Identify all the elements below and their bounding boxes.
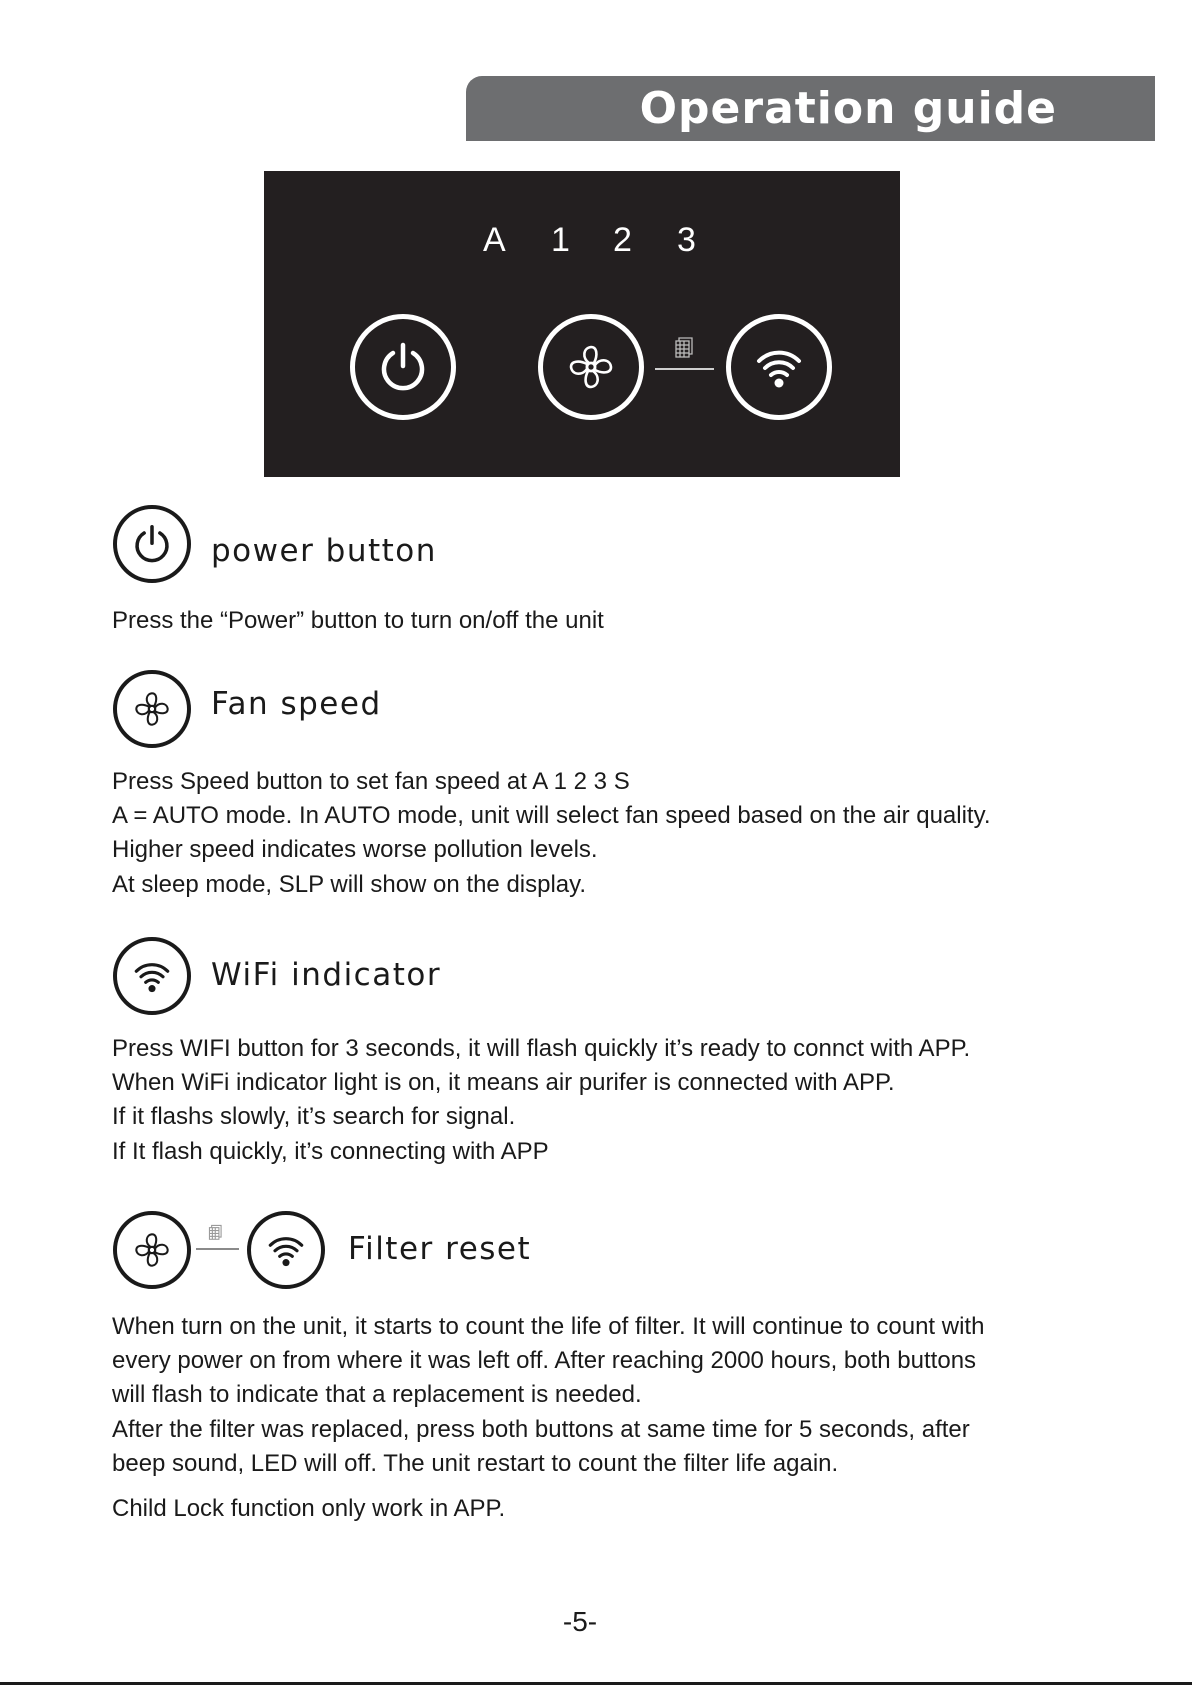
wifi-icon: [751, 339, 807, 395]
filter-reset-description: [112, 1310, 1072, 1481]
fan-line: At sleep mode, SLP will show on the display.: [112, 870, 587, 898]
wifi-icon: [130, 954, 174, 998]
wifi-line: If it flashs slowly, it’s search for signal.: [112, 1103, 516, 1131]
power-icon: [130, 522, 174, 566]
power-line: Press the “Power” button to turn on/off the unit: [112, 607, 604, 634]
fan-line: Press Speed button to set fan speed at A 1 2 3 S: [112, 768, 630, 795]
speed-label-auto: A: [483, 221, 506, 259]
filter-line: every power on from where it was left off. After reaching 2000 hours, both buttons: [112, 1347, 977, 1375]
fan-icon: [130, 687, 174, 731]
wifi-line: If It flash quickly, it’s connecting with APP: [112, 1137, 549, 1165]
filter-reset-wifi-icon-badge: [247, 1211, 325, 1289]
power-icon: [375, 339, 431, 395]
power-description: [112, 604, 1072, 638]
section-title-power: power button: [211, 533, 437, 569]
child-lock-text: Child Lock function only work in APP.: [112, 1495, 506, 1522]
filter-icon: [674, 335, 696, 359]
wifi-description: [112, 1032, 1072, 1169]
section-title-filter-reset: Filter reset: [348, 1231, 532, 1267]
filter-reset-connector: [655, 368, 714, 370]
speed-label-3: 3: [677, 221, 696, 259]
filter-icon: [208, 1223, 224, 1241]
wifi-line: When WiFi indicator light is on, it means air purifer is connected with APP.: [112, 1069, 895, 1097]
fan-icon: [563, 339, 619, 395]
panel-fan-button: [538, 314, 644, 420]
fan-icon: [130, 1228, 174, 1272]
wifi-line: Press WIFI button for 3 seconds, it will flash quickly it’s ready to connct with APP.: [112, 1035, 971, 1062]
fan-speed-icon-badge: [113, 670, 191, 748]
header-band: [466, 76, 1155, 141]
filter-line: After the filter was replaced, press both buttons at same time for 5 seconds, after: [112, 1415, 970, 1443]
panel-wifi-button: [726, 314, 832, 420]
wifi-indicator-icon-badge: [113, 937, 191, 1015]
fan-speed-description: [112, 765, 1072, 902]
wifi-icon: [264, 1228, 308, 1272]
page-title: Operation guide: [639, 82, 1057, 134]
control-panel-illustration: [264, 171, 900, 477]
fan-line: Higher speed indicates worse pollution levels.: [112, 836, 598, 864]
filter-reset-fan-icon-badge: [113, 1211, 191, 1289]
speed-label-1: 1: [551, 221, 570, 259]
power-button-icon-badge: [113, 505, 191, 583]
child-lock-note: [112, 1492, 1072, 1526]
section-title-fan-speed: Fan speed: [211, 686, 382, 722]
filter-line: When turn on the unit, it starts to count the life of filter. It will continue to count with: [112, 1313, 985, 1340]
filter-line: beep sound, LED will off. The unit restart to count the filter life again.: [112, 1449, 839, 1477]
page-number: -5-: [562, 1606, 598, 1637]
filter-line: will flash to indicate that a replacement is needed.: [112, 1381, 642, 1409]
section-title-wifi: WiFi indicator: [211, 957, 442, 993]
filter-reset-connector: [196, 1248, 239, 1250]
fan-line: A = AUTO mode. In AUTO mode, unit will select fan speed based on the air quality.: [112, 802, 991, 830]
speed-label-2: 2: [613, 221, 632, 259]
panel-power-button: [350, 314, 456, 420]
